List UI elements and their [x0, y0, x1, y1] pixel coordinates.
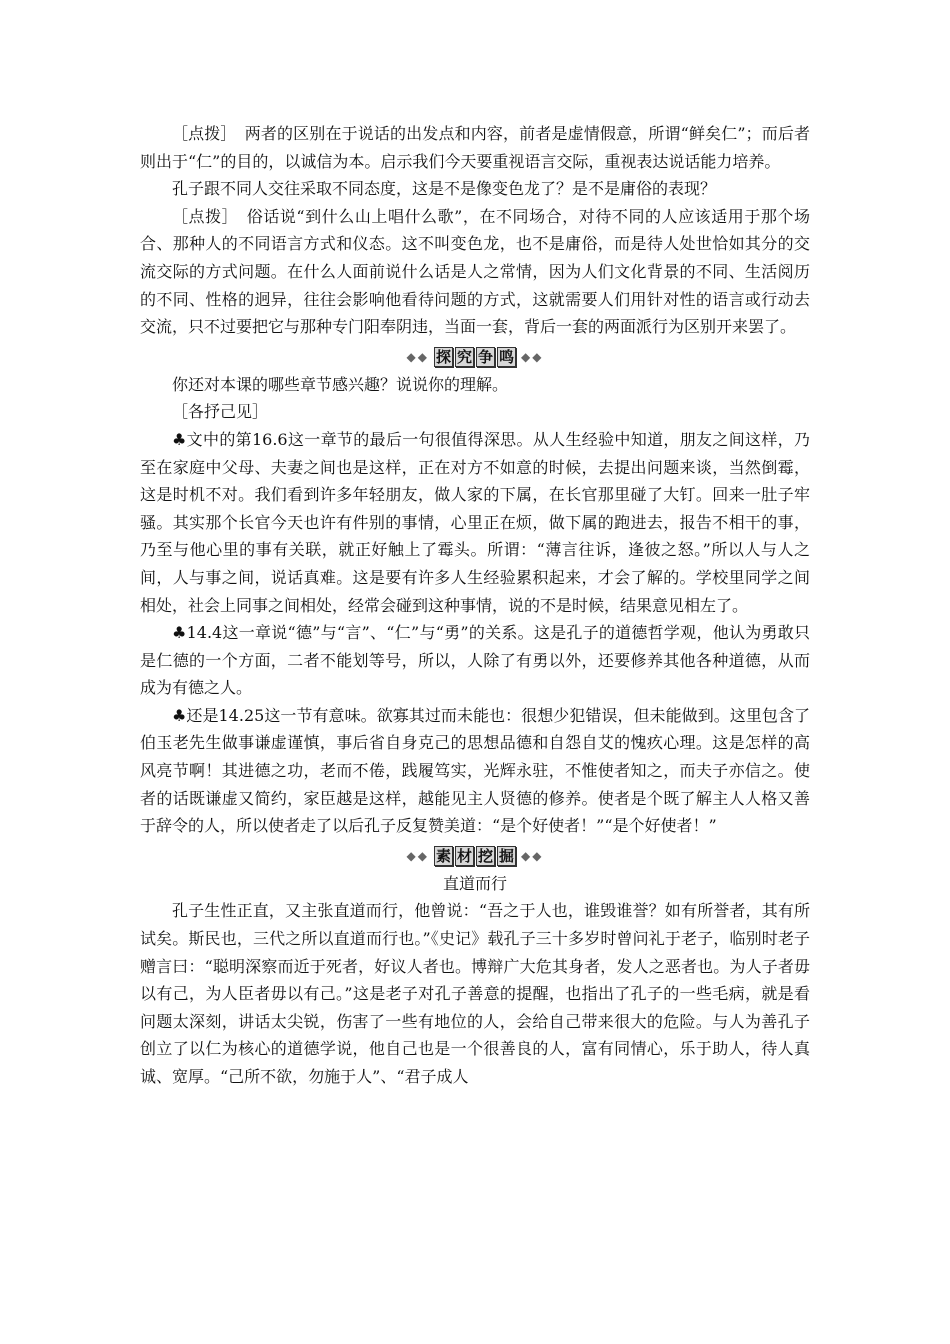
section1-label: ［各抒己见］: [172, 402, 269, 422]
banner-tanjiu-zhengming: [140, 343, 810, 371]
banner-sucai-wajue: [140, 842, 810, 870]
club-item: ♣ 14.4这一章说“德”与“言”、“仁”与“勇”的关系。这是孔子的道德哲学观，他认为勇敢只是仁德的一个方面，二者不能划等号，所以，人除了有勇以外，还要修养其他各种道德，从而成为有德之人。: [140, 619, 810, 702]
diamond-decoration-right: ◆◆: [521, 848, 544, 863]
section1-question: 你还对本课的哪些章节感兴趣？说说你的理解。: [172, 374, 509, 394]
dianbo-paragraph-1: ［点拨］ 两者的区别在于说话的出发点和内容，前者是虚情假意，所谓“鲜矣仁”；而后者则出于“仁”的目的，以诚信为本。启示我们今天要重视语言交际，重视表达说话能力培养。: [140, 124, 810, 171]
banner-char: 究: [456, 347, 472, 366]
banner-char: 掘: [499, 846, 515, 865]
banner-char: 挖: [478, 846, 494, 865]
diamond-decoration-right: ◆◆: [521, 349, 544, 364]
dianbo-paragraph-2: ［点拨］ 俗话说“到什么山上唱什么歌”，在不同场合，对待不同的人应该适用于那个场合、那种人的不同语言方式和仪态。这不叫变色龙，也不是庸俗，而是待人处世恰如其分的交流交际的方式问题。在什么人面前说什么话是人之常情，因为人们文化背景的不同、生活阅历的不同、性格的迥异，往往会影响他看待问题的方式，这就需要人们用针对性的语言或行动去交流，只不过要把它与那种专门阳奉阴违，当面一套，背后一套的两面派行为区别开来罢了。: [140, 206, 810, 337]
banner-char: 素: [435, 846, 451, 865]
diamond-decoration-left: ◆◆: [406, 848, 429, 863]
banner-char: 争: [478, 347, 494, 366]
banner-char: 材: [456, 846, 472, 865]
section2-body: 孔子生性正直，又主张直道而行，他曾说：“吾之于人也，谁毁谁誉？如有所誉者，其有所试矣。斯民也，三代之所以直道而行也。”《史记》载孔子三十多岁时曾问礼于老子，临别时老子赠言曰：“聪明深察而近于死者，好议人者也。博辩广大危其身者，发人之恶者也。为人子者毋以有己，为人臣者毋以有己。”这是老子对孔子善意的提醒，也指出了孔子的一些毛病，就是看问题太深刻，讲话太尖锐，伤害了一些有地位的人，会给自己带来很大的危险。与人为善孔子创立了以仁为核心的道德学说，他自己也是一个很善良的人，富有同情心，乐于助人，待人真诚、宽厚。“己所不欲，勿施于人”、“君子成人: [140, 901, 810, 1086]
club-item: ♣ 还是14.25这一节有意味。欲寡其过而未能也：很想少犯错误，但未能做到。这里包含了伯玉老先生做事谦虚谨慎，事后省自身克己的思想品德和自怨自艾的愧疚心理。这是怎样的高风亮节啊！其进德之功，老而不倦，践履笃实，光辉永驻，不惟使者知之，而夫子亦信之。使者的话既谦虚又简约，家臣越是这样，越能见主人贤德的修养。使者是个既了解主人人格又善于辞令的人，所以使者走了以后孔子反复赞美道：“是个好使者！”“是个好使者！”: [140, 702, 810, 840]
question-paragraph: 孔子跟不同人交往采取不同态度，这是不是像变色龙了？是不是庸俗的表现？: [172, 179, 717, 199]
diamond-decoration-left: ◆◆: [406, 349, 429, 364]
document-page: [140, 120, 810, 1091]
club-item: ♣ 文中的第16.6这一章节的最后一句很值得深思。从人生经验中知道，朋友之间这样，乃至在家庭中父母、夫妻之间也是这样，正在对方不如意的时候，去提出问题来谈，当然倒霉，这是时机不对。我们看到许多年轻朋友，做人家的下属，在长官那里碰了大钉。回来一肚子牢骚。其实那个长官今天也许有件别的事情，心里正在烦，做下属的跑进去，报告不相干的事，乃至与他心里的事有关联，就正好触上了霉头。所谓：“薄言往诉，逢彼之怒。”所以人与人之间，人与事之间，说话真难。这是要有许多人生经验累积起来，才会了解的。学校里同学之间相处，社会上同事之间相处，经常会碰到这种事情，说的不是时候，结果意见相左了。: [140, 426, 810, 619]
banner-char: 探: [435, 347, 451, 366]
section2-title: 直道而行: [442, 873, 507, 893]
banner-char: 鸣: [499, 347, 515, 366]
